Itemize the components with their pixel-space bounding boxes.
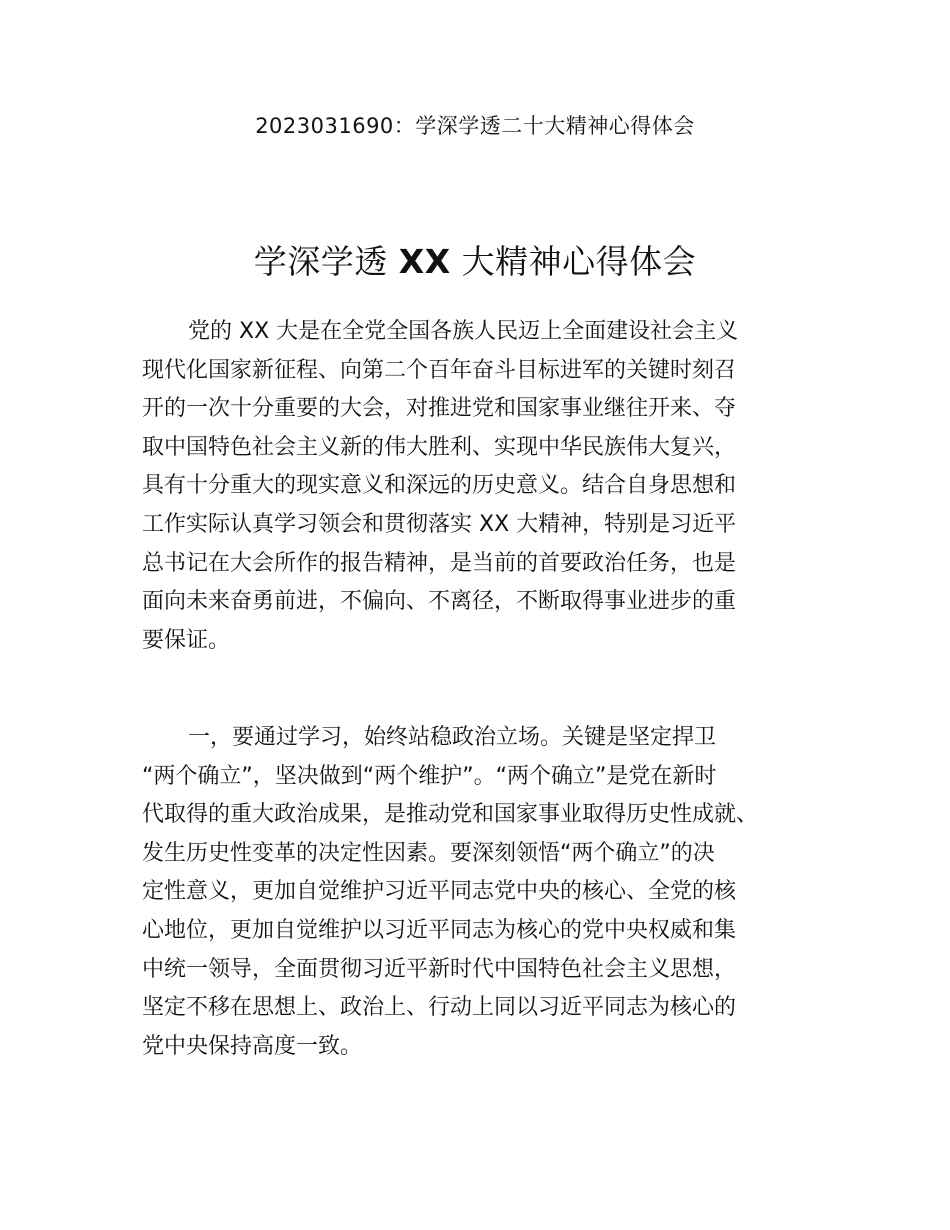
title-part-bold: XX (398, 242, 451, 281)
document-title (0, 236, 950, 283)
paragraph-section-one (142, 719, 814, 1066)
paragraph-line: 代取得的重大政治成果，是推动党和国家事业取得历史性成就、 (142, 802, 759, 828)
paragraph-line: 面向未来奋勇前进，不偏向、不离径，不断取得事业进步的重 (142, 589, 737, 615)
paragraph-line: 党中央保持高度一致。 (142, 1033, 363, 1059)
paragraph-line: 坚定不移在思想上、政治上、行动上同以习近平同志为核心的 (142, 995, 737, 1021)
paragraph-line: 取中国特色社会主义新的伟大胜利、实现中华民族伟大复兴， (142, 434, 737, 460)
paragraph-line: 定性意义，更加自觉维护习近平同志党中央的核心、全党的核 (142, 879, 737, 905)
paragraph-line: 要保证。 (142, 627, 231, 653)
paragraph-line: 党的 XX 大是在全党全国各族人民迈上全面建设社会主义 (188, 319, 739, 344)
paragraph-line: 心地位，更加自觉维护以习近平同志为核心的党中央权威和集 (142, 917, 737, 943)
paragraph-line: 一，要通过学习，始终站稳政治立场。关键是坚定捍卫 (188, 725, 717, 750)
document-header: 2023031690：学深学透二十大精神心得体会 (255, 114, 695, 138)
paragraph-line: 工作实际认真学习领会和贯彻落实 XX 大精神，特别是习近平 (142, 511, 737, 537)
paragraph-line: 具有十分重大的现实意义和深远的历史意义。结合自身思想和 (142, 473, 737, 499)
title-part-after: 大精神心得体会 (450, 242, 697, 281)
paragraph-line: “两个确立”，坚决做到“两个维护”。“两个确立”是党在新时 (142, 763, 717, 789)
paragraph-line: 中统一领导，全面贯彻习近平新时代中国特色社会主义思想， (142, 956, 737, 982)
paragraph-line: 发生历史性变革的决定性因素。要深刻领悟“两个确立”的决 (142, 840, 715, 866)
paragraph-intro (142, 313, 814, 660)
paragraph-line: 开的一次十分重要的大会，对推进党和国家事业继往开来、夺 (142, 396, 737, 422)
paragraph-line: 总书记在大会所作的报告精神，是当前的首要政治任务，也是 (142, 550, 737, 576)
paragraph-line: 现代化国家新征程、向第二个百年奋斗目标进军的关键时刻召 (142, 357, 737, 383)
title-part-before: 学深学透 (253, 242, 399, 281)
